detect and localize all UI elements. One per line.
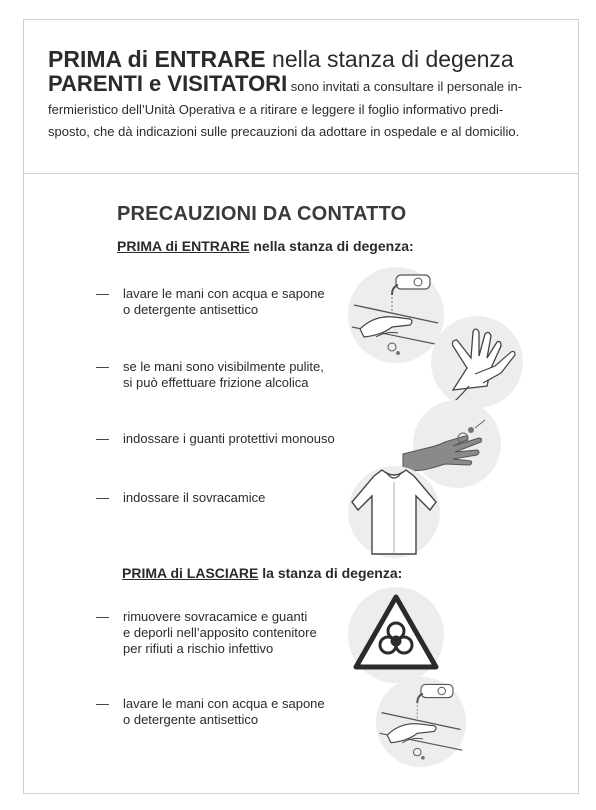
- before-leaving-underlined: PRIMA di LASCIARE: [122, 565, 259, 581]
- poster-frame: [23, 19, 579, 794]
- intro-visitors-rest: sono invitati a consultare il personale in-: [287, 79, 523, 94]
- before-leaving-heading: [122, 565, 402, 581]
- intro-heading-bold: PRIMA di ENTRARE: [48, 46, 266, 72]
- intro-visitors-bold: PARENTI e VISITATORI: [48, 71, 288, 96]
- intro-block: [48, 46, 558, 143]
- dash: —: [96, 609, 109, 624]
- list-item-text: lavare le mani con acqua e sapone o detergente antisettico: [123, 286, 325, 317]
- section-title: PRECAUZIONI DA CONTATTO: [117, 203, 407, 225]
- biohazard-icon: [346, 585, 446, 685]
- dash: —: [96, 359, 109, 374]
- intro-line-4: sposto, che dà indicazioni sulle precauzioni da adottare in ospedale e al domicilio.: [48, 124, 520, 139]
- alcohol-rub-hands-illustration: [429, 312, 525, 412]
- list-item-text: se le mani sono visibilmente pulite, si può effettuare frizione alcolica: [123, 359, 324, 390]
- gown-illustration: [346, 462, 442, 562]
- intro-line-1: [48, 46, 558, 72]
- list-item-text: indossare il sovracamice: [123, 490, 266, 505]
- divider: [24, 173, 578, 174]
- dash: —: [96, 696, 109, 711]
- list-item-text: indossare i guanti protettivi monouso: [123, 431, 335, 446]
- dash: —: [96, 286, 109, 301]
- before-entering-heading: [117, 238, 414, 254]
- dash: —: [96, 431, 109, 446]
- before-entering-rest: nella stanza di degenza:: [249, 238, 414, 254]
- list-item-text: lavare le mani con acqua e sapone o detergente antisettico: [123, 696, 325, 727]
- intro-heading-rest: nella stanza di degenza: [265, 46, 514, 72]
- list-item-text: rimuovere sovracamice e guanti e deporli nell’apposito contenitore per rifiuti a rischio infettivo: [123, 609, 317, 656]
- intro-line-2: [48, 72, 558, 99]
- handwash-sink-illustration: [374, 672, 468, 772]
- dash: —: [96, 490, 109, 505]
- before-entering-underlined: PRIMA di ENTRARE: [117, 238, 250, 254]
- intro-line-3: fermieristico dell’Unità Operativa e a ritirare e leggere il foglio informativo predi-: [48, 102, 504, 117]
- before-leaving-rest: la stanza di degenza:: [258, 565, 403, 581]
